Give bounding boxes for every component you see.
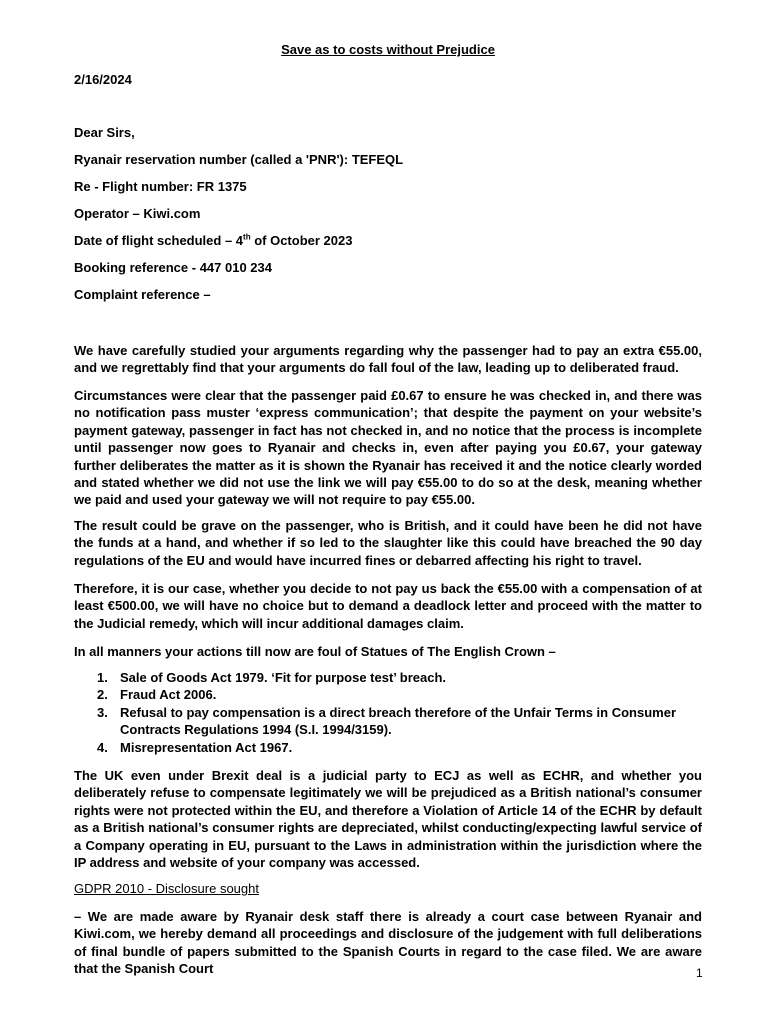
paragraph-disclosure: – We are made aware by Ryanair desk staff there is already a court case between Ryanair and Kiwi.com, we hereby demand all proceedings and disclosure of the judgement with full deliberations of final bundle of papers submitted to the Spanish Courts in regard to the case filed. We are aware that the Spanish Court bbox=[74, 909, 702, 977]
flight-date-ordinal: th bbox=[243, 232, 251, 242]
list-item: 2. Fraud Act 2006. bbox=[97, 687, 217, 703]
pnr-line: Ryanair reservation number (called a 'PNR'): TEFEQL bbox=[74, 152, 404, 167]
paragraph-arguments: We have carefully studied your arguments regarding why the passenger had to pay an extra €55.00, and we regrettably find that your arguments do fall foul of the law, leading up to deliberated fraud. bbox=[74, 343, 702, 376]
document-title: Save as to costs without Prejudice bbox=[281, 42, 495, 57]
gdpr-heading: GDPR 2010 - Disclosure sought bbox=[74, 881, 259, 896]
paragraph-circumstances: Circumstances were clear that the passenger paid £0.67 to ensure he was checked in, and there was no notification pass muster ‘express communication’; that despite the payment on your website’s payment gateway, passenger in fact has not checked in, and no notice that the process is incomplete until passenger now goes to Ryanair and checks in, even after paying you £0.67, your gateway further deliberates the matter as it is shown the Ryanair has received it and the notice clearly worded and stated whether we did not use the link we will pay €55.00 to do so at the desk, meaning whether we paid and used your gateway we will not require to pay €55.00. bbox=[74, 388, 702, 508]
list-item: 4. Misrepresentation Act 1967. bbox=[97, 739, 293, 755]
flight-date-suffix: of October 2023 bbox=[250, 233, 353, 248]
list-item: 3. Refusal to pay compensation is a direct breach therefore of the Unfair Terms in Consumer Contracts Regulations 1994 (S.I. 1994/3159). bbox=[97, 704, 676, 738]
page-number: 1 bbox=[696, 966, 703, 980]
list-item: 1. Sale of Goods Act 1979. ‘Fit for purpose test’ breach. bbox=[97, 670, 447, 685]
statutes-list bbox=[74, 669, 702, 756]
flight-number-line: Re - Flight number: FR 1375 bbox=[74, 179, 247, 194]
flight-date-line bbox=[74, 233, 352, 248]
flight-date-prefix: Date of flight scheduled – 4 bbox=[74, 233, 244, 248]
complaint-reference-line: Complaint reference – bbox=[74, 287, 211, 302]
salutation: Dear Sirs, bbox=[74, 125, 135, 140]
letter-date: 2/16/2024 bbox=[74, 72, 132, 87]
paragraph-statutes-intro: In all manners your actions till now are foul of Statues of The English Crown – bbox=[74, 644, 556, 659]
paragraph-case: Therefore, it is our case, whether you decide to not pay us back the €55.00 with a compensation of at least €500.00, we will have no choice but to demand a deadlock letter and proceed with the matter to the Judicial remedy, which will incur additional damages claim. bbox=[74, 581, 702, 631]
paragraph-result: The result could be grave on the passenger, who is British, and it could have been he did not have the funds at a hand, and whether if so led to the slaughter like this could have breached the 90 day regulations of the EU and would have incurred fines or debarred affecting his right to travel. bbox=[74, 518, 702, 568]
operator-line: Operator – Kiwi.com bbox=[74, 206, 201, 221]
booking-reference-line: Booking reference - 447 010 234 bbox=[74, 260, 272, 275]
paragraph-echr: The UK even under Brexit deal is a judicial party to ECJ as well as ECHR, and whether you deliberately refuse to compensate legitimately we will be prejudiced as a British national’s consumer rights were not protected within the EU, and therefore a Violation of Article 14 of the ECHR by default as a British national’s consumer rights are depreciated, whilst conducting/expecting lawful service of a Company operating in EU, pursuant to the Laws in administration within the jurisdiction where the IP address and website of your company was accessed. bbox=[74, 768, 702, 871]
